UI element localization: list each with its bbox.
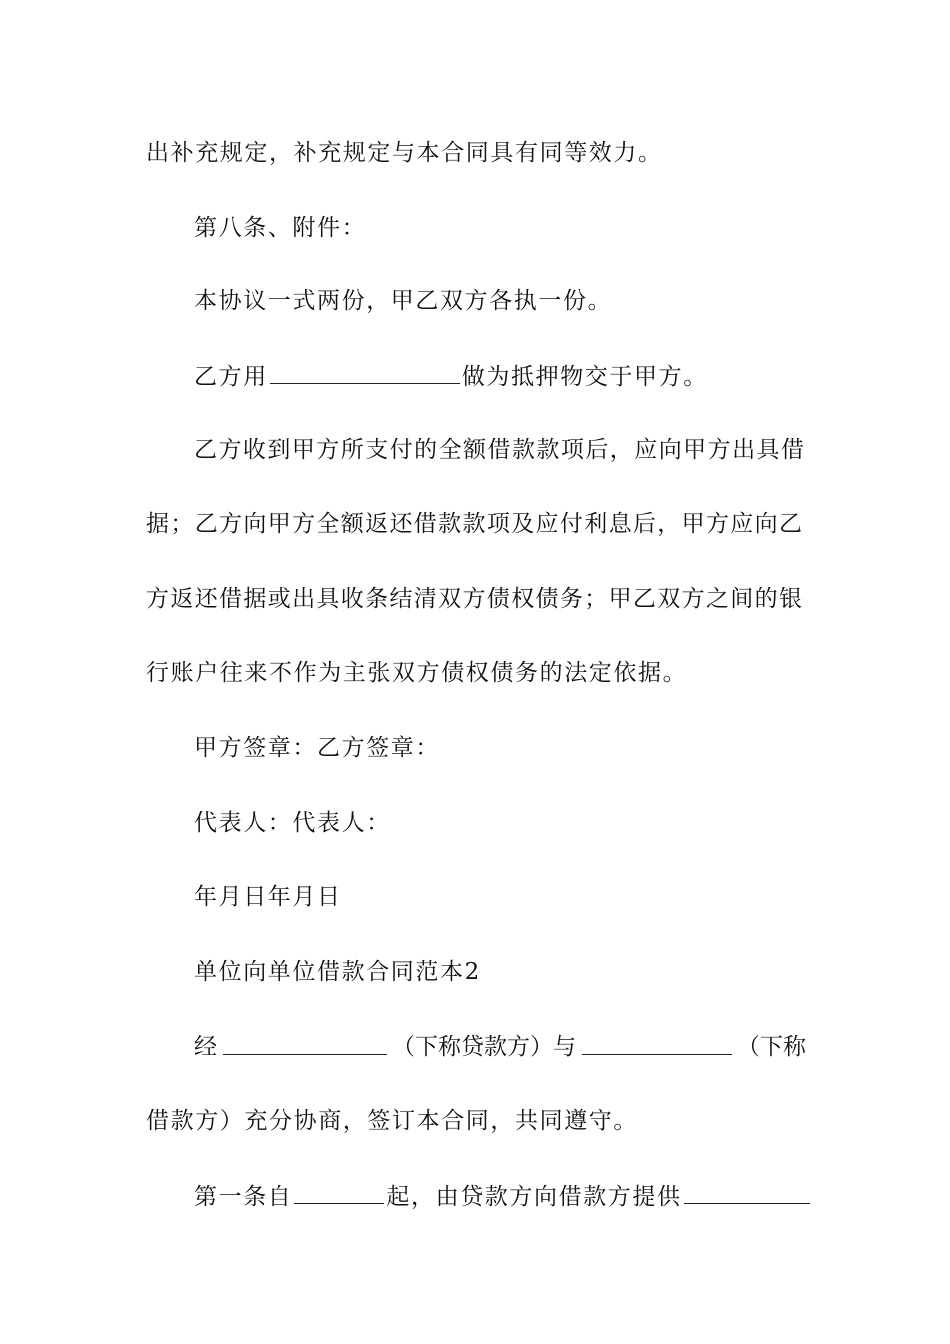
representative-line: 代表人：代表人： bbox=[194, 810, 391, 836]
pledge-blank bbox=[270, 361, 460, 384]
article-one-middle: 起，由贷款方向借款方提供 bbox=[386, 1184, 682, 1210]
paragraph-line: 行账户往来不作为主张双方债权债务的法定依据。 bbox=[146, 660, 688, 686]
start-date-blank bbox=[294, 1181, 384, 1204]
pledge-line bbox=[194, 361, 708, 392]
pledge-prefix: 乙方用 bbox=[194, 364, 268, 390]
borrower-blank bbox=[582, 1032, 732, 1055]
contract-title: 单位向单位借款合同范本2 bbox=[194, 959, 481, 985]
paragraph-line: 方返还借据或出具收条结清双方债权债务；甲乙双方之间的银 bbox=[146, 586, 802, 612]
signature-line: 甲方签章：乙方签章： bbox=[194, 735, 440, 761]
pledge-suffix: 做为抵押物交于甲方。 bbox=[461, 364, 708, 390]
article-one-prefix: 第一条自 bbox=[194, 1184, 293, 1210]
paragraph-line: 出补充规定，补充规定与本合同具有同等效力。 bbox=[146, 140, 663, 166]
section-heading: 第八条、附件： bbox=[194, 215, 367, 241]
parties-prefix: 经 bbox=[194, 1034, 217, 1060]
paragraph-line: 乙方收到甲方所支付的全额借款款项后，应向甲方出具借 bbox=[194, 437, 804, 463]
parties-suffix: （下称 bbox=[737, 1034, 806, 1060]
parties-line bbox=[194, 1032, 806, 1062]
amount-blank bbox=[684, 1181, 810, 1204]
lender-blank bbox=[223, 1032, 387, 1055]
paragraph-line: 本协议一式两份，甲乙双方各执一份。 bbox=[194, 288, 613, 314]
date-line: 年月日年月日 bbox=[194, 884, 342, 910]
paragraph-line: 据；乙方向甲方全额返还借款款项及应付利息后，甲方应向乙 bbox=[146, 511, 802, 537]
article-one-line bbox=[194, 1181, 812, 1212]
paragraph-line: 借款方）充分协商，签订本合同，共同遵守。 bbox=[146, 1108, 638, 1134]
parties-middle: （下称贷款方）与 bbox=[392, 1034, 576, 1060]
